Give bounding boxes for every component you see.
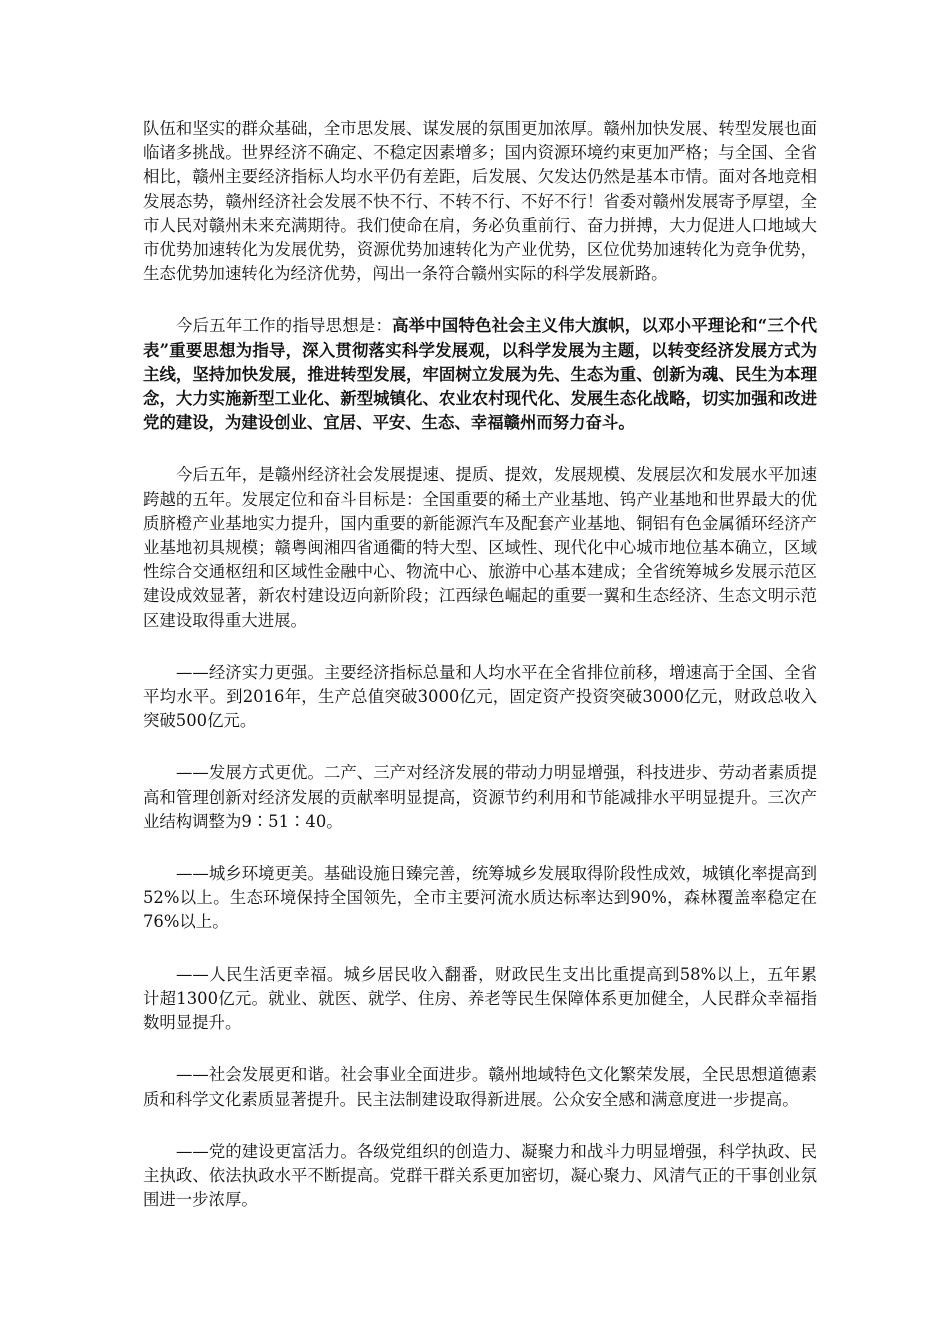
paragraph-guiding-ideology [143, 314, 817, 435]
paragraph-development-goals [143, 463, 817, 632]
paragraph-economic-strength [143, 661, 817, 734]
paragraph-text: 主要经济指标总量和人均水平在全省排位前移，增速高于全国、全省平均水平。到2016年，生产总值突破3000亿元，固定资产投资突破3000亿元，财政总收入突破500亿元。 [143, 662, 818, 731]
paragraph-people-happiness [143, 963, 817, 1036]
goal-heading: ——党的建设更富活力。 [176, 1141, 357, 1161]
document-page [143, 117, 817, 1240]
goal-heading: ——社会发展更和谐。 [176, 1065, 341, 1085]
goal-heading: ——城乡环境更美。 [176, 864, 324, 884]
paragraph-text: 今后五年，是赣州经济社会发展提速、提质、提效，发展规模、发展层次和发展水平加速跨越的五年。发展定位和奋斗目标是：全国重要的稀土产业基地、钨产业基地和世界最大的优质脐橙产业基地实力提升，国内重要的新能源汽车及配套产业基地、铜铝有色金属循环经济产业基地初具规模；赣粤闽湘四省通衢的特大型、区域性、现代化中心城市地位基本确立，区域性综合交通枢纽和区域性金融中心、物流中心、旅游中心基本建成；全省统筹城乡发展示范区建设成效显著，新农村建设迈向新阶段；江西绿色崛起的重要一翼和生态经济、生态文明示范区建设取得重大进展。 [143, 465, 817, 630]
paragraph-text: 二产、三产对经济发展的带动力明显增强，科技进步、劳动者素质提高和管理创新对经济发展的贡献率明显提高，资源节约利用和节能减排水平明显提升。三次产业结构调整为9∶51∶40。 [143, 763, 818, 831]
paragraph-text: 城乡居民收入翻番，财政民生支出比重提高到58%以上，五年累计超1300亿元。就业、就医、就学、住房、养老等民生保障体系更加健全，人民群众幸福指数明显提升。 [143, 964, 817, 1033]
paragraph-text: 各级党组织的创造力、凝聚力和战斗力明显增强，科学执政、民主执政、依法执政水平不断提高。党群干群关系更加密切，凝心聚力、风清气正的干事创业氛围进一步浓厚。 [143, 1141, 818, 1210]
goal-heading: ——发展方式更优。 [176, 763, 324, 783]
paragraph-bold-text: 高举中国特色社会主义伟大旗帜，以邓小平理论和“三个代表”重要思想为指导，深入贯彻落实科学发展观，以科学发展为主题，以转变经济发展方式为主线，坚持加快发展，推进转型发展，牢固树立发展为先、生态为重、创新为魂、民生为本理念，大力实施新型工业化、新型城镇化、农业农村现代化、发展生态化战略，切实加强和改进党的建设，为建设创业、宜居、平安、生态、幸福赣州而努力奋斗。 [143, 316, 817, 433]
paragraph-text: 队伍和坚实的群众基础，全市思发展、谋发展的氛围更加浓厚。赣州加快发展、转型发展也面临诸多挑战。世界经济不确定、不稳定因素增多；国内资源环境约束更加严格；与全国、全省相比，赣州主要经济指标人均水平仍有差距，后发展、欠发达仍然是基本市情。面对各地竞相发展态势，赣州经济社会发展不快不行、不转不行、不好不行！省委对赣州发展寄予厚望，全市人民对赣州未来充满期待。我们使命在肩，务必负重前行、奋力拼搏，大力促进人口地域大市优势加速转化为发展优势，资源优势加速转化为产业优势，区位优势加速转化为竞争优势，生态优势加速转化为经济优势，闯出一条符合赣州实际的科学发展新路。 [143, 119, 817, 284]
paragraph-lead: 今后五年工作的指导思想是： [176, 316, 393, 336]
paragraph-social-harmony [143, 1063, 817, 1111]
goal-heading: ——经济实力更强。 [176, 662, 324, 682]
paragraph-text: 社会事业全面进步。赣州地域特色文化繁荣发展，全民思想道德素质和科学文化素质显著提升。民主法制建设取得新进展。公众安全感和满意度进一步提高。 [143, 1065, 818, 1109]
paragraph-challenges [143, 117, 817, 286]
paragraph-development-mode [143, 761, 817, 834]
paragraph-text: 基础设施日臻完善，统筹城乡发展取得阶段性成效，城镇化率提高到52%以上。生态环境保持全国领先，全市主要河流水质达标率达到90%，森林覆盖率稳定在76%以上。 [143, 864, 818, 932]
paragraph-party-building [143, 1140, 817, 1213]
goal-heading: ——人民生活更幸福。 [176, 964, 344, 984]
paragraph-urban-rural-environment [143, 862, 817, 935]
